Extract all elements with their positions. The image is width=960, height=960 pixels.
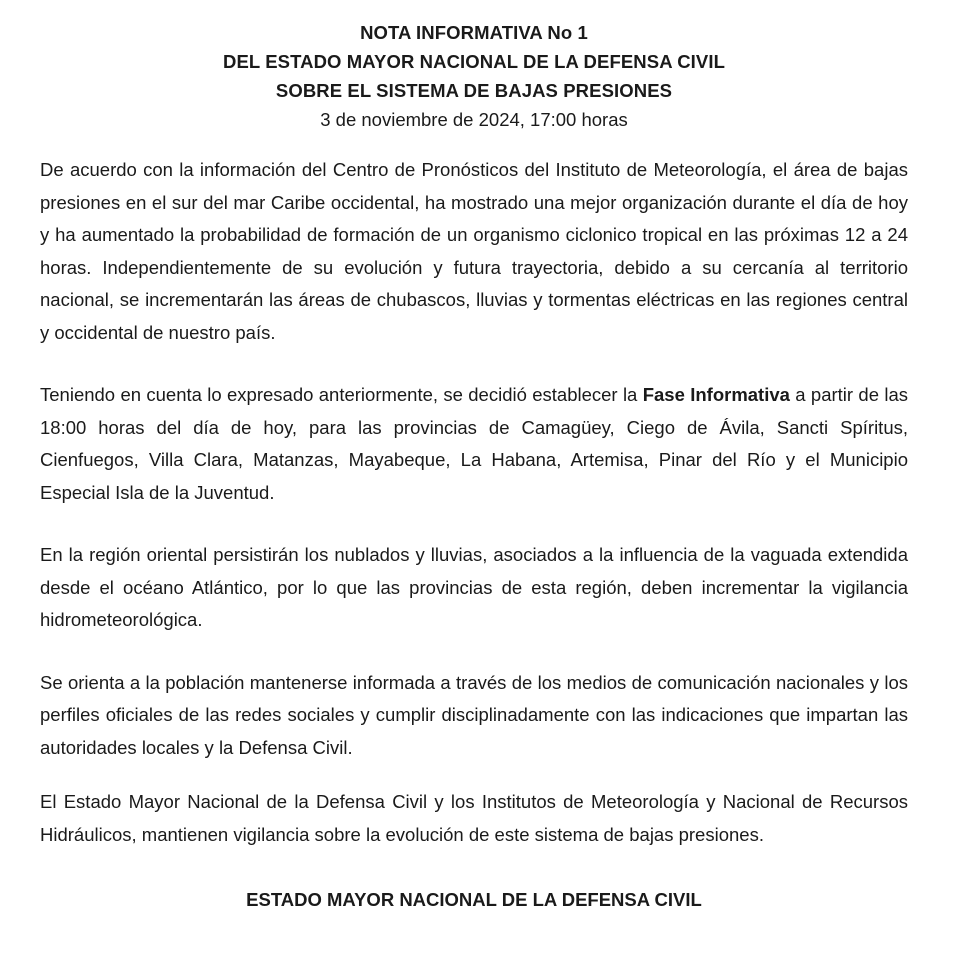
paragraph-phase-text-start: Teniendo en cuenta lo expresado anteriormente, se decidió establecer la [40, 384, 643, 405]
document-header [40, 18, 908, 134]
document-date: 3 de noviembre de 2024, 17:00 horas [320, 109, 628, 130]
paragraph-phase-text-end: a partir de las 18:00 horas del día de hoy, para las provincias de Camagüey, Ciego de Ávila, Sancti Spíritus, Cienfuegos, Villa Clara, Matanzas, Mayabeque, La Habana, Artemisa, Pinar del Río y el Municipio Especial Isla de la Juventud. [40, 384, 908, 503]
paragraph-phase [40, 379, 908, 509]
document-signature: ESTADO MAYOR NACIONAL DE LA DEFENSA CIVIL [246, 889, 702, 910]
paragraph-eastern-region: En la región oriental persistirán los nublados y lluvias, asociados a la influencia de la vaguada extendida desde el océano Atlántico, por lo que las provincias de esta región, deben incrementar la vigilancia hidrometeorológica. [40, 544, 908, 630]
paragraph-public-guidance: Se orienta a la población mantenerse informada a través de los medios de comunicación nacionales y los perfiles oficiales de las redes sociales y cumplir disciplinadamente con las indicaciones que impartan las autoridades locales y la Defensa Civil. [40, 671, 908, 758]
document-page [40, 0, 908, 914]
issuer-line: DEL ESTADO MAYOR NACIONAL DE LA DEFENSA CIVIL [223, 51, 725, 72]
paragraph-forecast: De acuerdo con la información del Centro de Pronósticos del Instituto de Meteorología, el área de bajas presiones en el sur del mar Caribe occidental, ha mostrado una mejor organización durante el día de hoy y ha aumentado la probabilidad de formación de un organismo ciclonico tropical en las próximas 12 a 24 horas. Independientemente de su evolución y futura trayectoria, debido a su cercanía al territorio nacional, se incrementarán las áreas de chubascos, lluvias y tormentas eléctricas en las regiones central y occidental de nuestro país. [40, 159, 908, 343]
phase-name: Fase Informativa [642, 384, 790, 405]
paragraph-monitoring: El Estado Mayor Nacional de la Defensa Civil y los Institutos de Meteorología y Nacional de Recursos Hidráulicos, mantienen vigilancia sobre la evolución de este sistema de bajas presiones. [40, 791, 908, 845]
document-title: NOTA INFORMATIVA No 1 [360, 22, 588, 43]
subject-line: SOBRE EL SISTEMA DE BAJAS PRESIONES [275, 80, 673, 101]
